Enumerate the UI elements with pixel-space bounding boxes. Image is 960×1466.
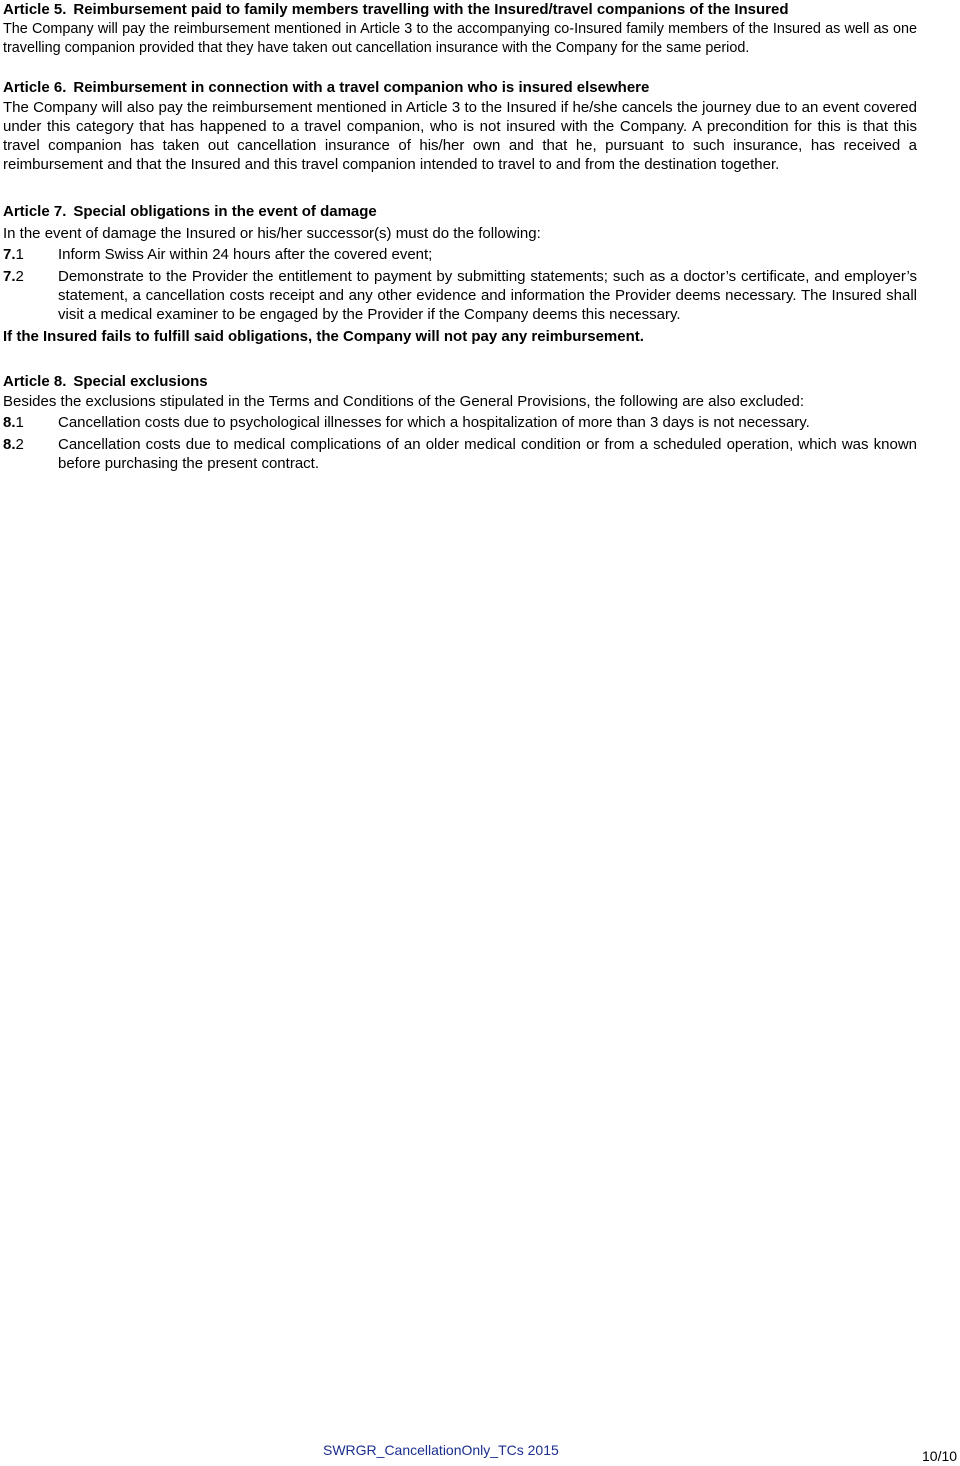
article-paragraph: The Company will also pay the reimbursement mentioned in Article 3 to the Insured if he/she cancels the journey due to an event covered under this category that has happened to a travel companion, who is not insured with the Company. A precondition for this is that this travel companion has taken out cancellation insurance of his/her own and that he, pursuant to such insurance, has received a reimbursement and that the Insured and this travel companion intended to travel to and from the destination together.: [3, 99, 917, 173]
item-number: 8.1: [3, 414, 24, 431]
article-paragraph: The Company will pay the reimbursement mentioned in Article 3 to the accompanying co-Insured family members of the Insured as well as one travelling companion provided that they have taken out cancellation insurance with the Company for the same period.: [3, 21, 917, 56]
article-number: Article 5.: [3, 1, 67, 18]
item-number: 7.2: [3, 268, 24, 285]
article-title: Reimbursement in connection with a travel companion who is insured elsewhere: [73, 79, 650, 96]
article-number: Article 7.: [3, 203, 67, 220]
article-title: Special obligations in the event of damage: [73, 203, 377, 220]
list-item: [3, 267, 917, 324]
item-text: Inform Swiss Air within 24 hours after the covered event;: [58, 246, 433, 263]
list-item: [3, 413, 917, 432]
article-title: Special exclusions: [73, 373, 208, 390]
item-text: Demonstrate to the Provider the entitlement to payment by submitting statements; such as a doctor’s certificate, and employer’s statement, a cancellation costs receipt and any other evidence and information the Provider deems necessary. The Insured shall visit a medical examiner to be engaged by the Provider if the Company deems this necessary.: [58, 268, 917, 323]
article-heading: [3, 372, 917, 392]
article-5: [3, 0, 917, 58]
list-item: [3, 245, 917, 264]
article-number: Article 8.: [3, 373, 67, 390]
item-text: Cancellation costs due to medical complications of an older medical condition or from a scheduled operation, which was known before purchasing the present contract.: [58, 436, 917, 472]
article-intro: In the event of damage the Insured or his/her successor(s) must do the following:: [3, 225, 541, 242]
page-number: 10/10: [922, 1448, 958, 1464]
article-8: [3, 372, 917, 473]
document-page: [3, 0, 917, 473]
article-7: [3, 202, 917, 346]
article-heading: [3, 0, 917, 20]
article-heading: [3, 78, 917, 98]
item-text: Cancellation costs due to psychological illnesses for which a hospitalization of more than 3 days is not necessary.: [58, 414, 810, 431]
article-closing: If the Insured fails to fulfill said obligations, the Company will not pay any reimbursement.: [3, 328, 644, 345]
article-number: Article 6.: [3, 79, 67, 96]
list-item: [3, 435, 917, 473]
article-6: [3, 78, 917, 174]
item-number: 7.1: [3, 246, 24, 263]
item-number: 8.2: [3, 436, 24, 453]
article-heading: [3, 202, 917, 222]
article-intro: Besides the exclusions stipulated in the Terms and Conditions of the General Provisions, the following are also excluded:: [3, 393, 805, 410]
document-reference: SWRGR_CancellationOnly_TCs 2015: [323, 1442, 559, 1458]
article-title: Reimbursement paid to family members travelling with the Insured/travel companions of the Insured: [73, 1, 789, 18]
